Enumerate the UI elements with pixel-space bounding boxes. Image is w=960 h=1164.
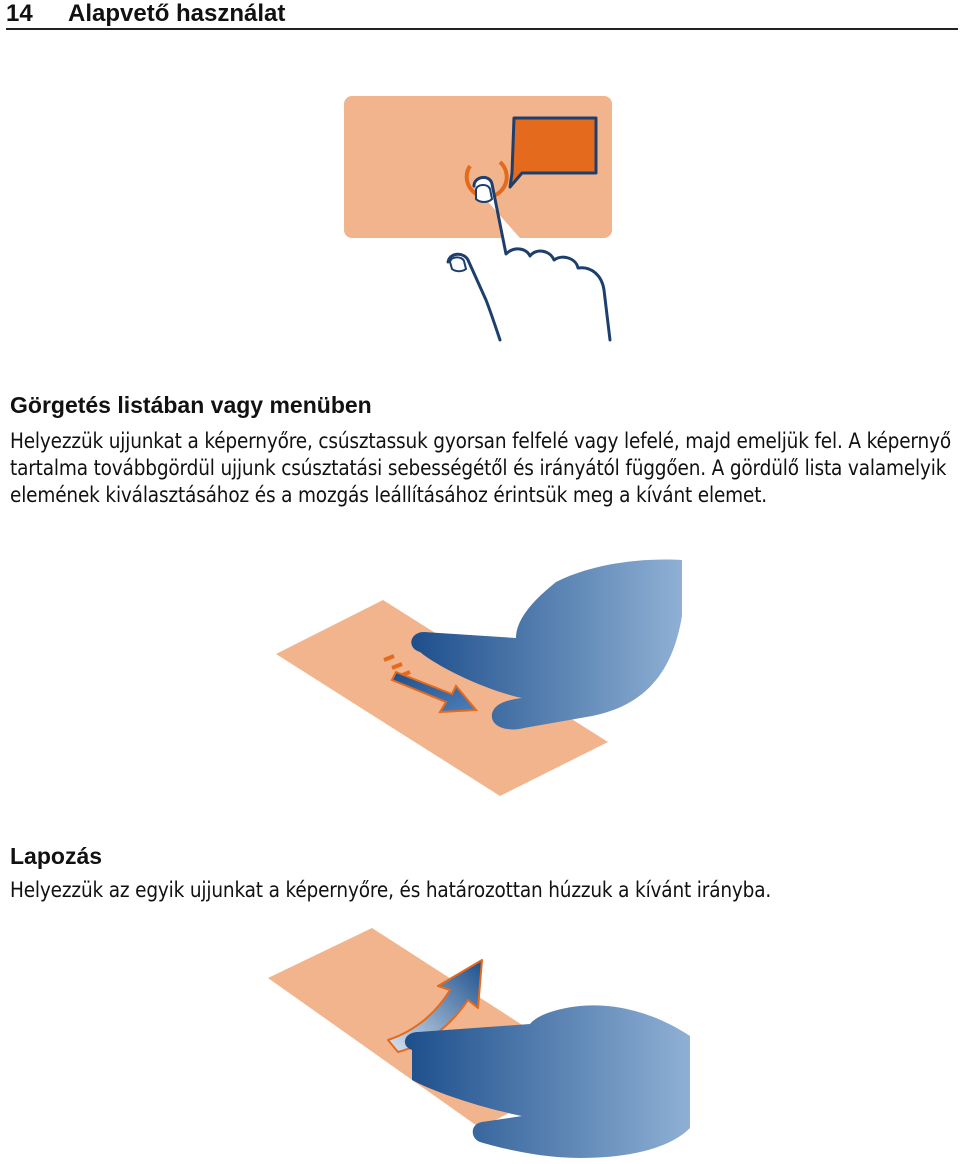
page-title: Alapvető használat: [68, 0, 286, 27]
section-heading-swiping: Lapozás: [10, 843, 103, 869]
scroll-illustration: [0, 555, 960, 800]
swipe-illustration: [0, 925, 960, 1164]
section-heading-scrolling: Görgetés listában vagy menüben: [10, 392, 372, 418]
page-number: 14: [6, 0, 33, 27]
section-body-scrolling-text: Helyezzük ujjunkat a képernyőre, csúsztassuk gyorsan felfelé vagy lefelé, majd emeljük fel. A képernyő tartalma továbbgördül ujjunk csúsztatási sebességétől és irányától függően. A gördülő lista valamelyik elemének kiválasztásához és a mozgás leállításához érintsük meg a kívánt elemet.: [10, 429, 951, 508]
section-body-scrolling: [10, 428, 955, 509]
tap-illustration: [0, 90, 960, 350]
section-body-swiping: [10, 877, 955, 904]
section-body-swiping-text: Helyezzük az egyik ujjunkat a képernyőre, és határozottan húzzuk a kívánt irányba.: [10, 878, 772, 903]
